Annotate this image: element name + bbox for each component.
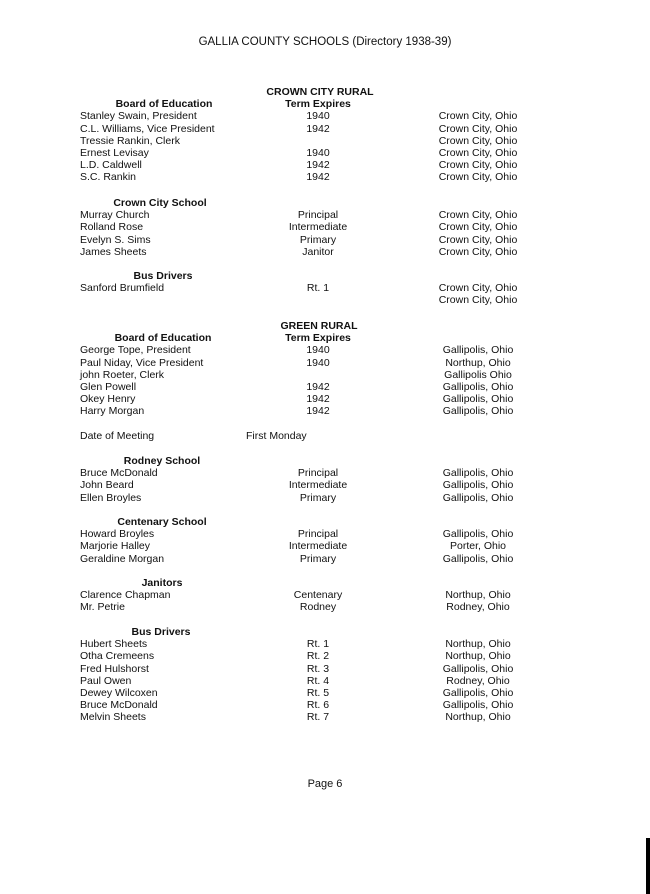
staff-role: Principal (297, 467, 339, 480)
member-name: S.C. Rankin (80, 171, 137, 184)
term-year: 1940 (306, 356, 330, 369)
staff-name: Bruce McDonald (80, 467, 158, 480)
table-row (0, 294, 650, 306)
bus-drivers-heading: Bus Drivers (133, 270, 193, 282)
staff-name: Murray Church (80, 209, 150, 222)
table-row (0, 467, 650, 479)
rodney-school-section (0, 455, 650, 504)
table-row (0, 492, 650, 504)
janitors-heading: Janitors (141, 577, 183, 589)
route: Rt. 5 (306, 686, 330, 699)
member-name: Ernest Levisay (80, 146, 149, 159)
table-row (0, 553, 650, 565)
term-year: 1942 (306, 393, 330, 406)
janitor-name: Clarence Chapman (80, 589, 171, 602)
driver-name: Bruce McDonald (80, 699, 158, 712)
staff-role: Janitor (302, 245, 334, 258)
table-row (0, 234, 650, 246)
meeting-section (0, 430, 650, 442)
janitor-name: Mr. Petrie (80, 601, 125, 614)
driver-name: Otha Cremeens (80, 650, 155, 663)
city: Northup, Ohio (445, 589, 511, 602)
city: Gallipolis, Ohio (442, 405, 514, 418)
city: Gallipolis, Ohio (442, 662, 514, 675)
city: Gallipolis, Ohio (442, 344, 514, 357)
table-row (0, 221, 650, 233)
driver-name: Dewey Wilcoxen (80, 686, 158, 699)
term-year: 1942 (306, 159, 330, 172)
janitor-school: Rodney (299, 601, 337, 614)
table-row (0, 528, 650, 540)
driver-name: Hubert Sheets (80, 638, 148, 651)
city: Crown City, Ohio (438, 294, 518, 307)
city: Rodney, Ohio (446, 674, 510, 687)
table-row (0, 246, 650, 258)
table-row (0, 344, 650, 356)
table-row (0, 369, 650, 381)
member-name: George Tope, President (80, 344, 191, 357)
city: Crown City, Ohio (438, 122, 518, 135)
table-row (0, 282, 650, 294)
city: Gallipolis, Ohio (442, 699, 514, 712)
staff-name: Evelyn S. Sims (80, 233, 151, 246)
staff-role: Intermediate (288, 479, 348, 492)
term-expires-heading: Term Expires (285, 332, 351, 345)
janitor-school: Centenary (293, 589, 343, 602)
city: Gallipolis, Ohio (442, 491, 514, 504)
city: Crown City, Ohio (438, 134, 518, 147)
table-row (0, 479, 650, 491)
driver-name: Paul Owen (80, 674, 132, 687)
board-heading: Board of Education (115, 98, 213, 111)
term-year: 1942 (306, 380, 330, 393)
city: Crown City, Ohio (438, 233, 518, 246)
city: Gallipolis, Ohio (442, 552, 514, 565)
city: Crown City, Ohio (438, 146, 518, 159)
member-name: john Roeter, Clerk (80, 368, 165, 381)
bus-drivers-heading: Bus Drivers (131, 626, 191, 638)
crown-city-bus-section (0, 270, 650, 307)
green-bus-section (0, 626, 650, 724)
table-row (0, 638, 650, 650)
table-row (0, 687, 650, 699)
city: Gallipolis, Ohio (442, 467, 514, 480)
route: Rt. 7 (306, 711, 330, 724)
crown-city-board-section (0, 86, 650, 184)
staff-role: Principal (297, 209, 339, 222)
member-name: Tressie Rankin, Clerk (80, 134, 180, 147)
member-name: Stanley Swain, President (80, 110, 197, 123)
meeting-row (0, 430, 650, 442)
member-name: L.D. Caldwell (80, 159, 142, 172)
staff-role: Intermediate (288, 540, 348, 553)
school-heading: Centenary School (117, 516, 207, 528)
table-row (0, 601, 650, 613)
crown-city-school-section (0, 197, 650, 258)
board-heading: Board of Education (114, 332, 212, 345)
table-row (0, 711, 650, 723)
city: Gallipolis, Ohio (442, 380, 514, 393)
route: Rt. 6 (306, 699, 330, 712)
city: Crown City, Ohio (438, 245, 518, 258)
term-year: 1942 (306, 171, 330, 184)
table-row (0, 589, 650, 601)
table-row (0, 381, 650, 393)
term-year: 1942 (306, 405, 330, 418)
green-board-section (0, 320, 650, 418)
table-row (0, 357, 650, 369)
city: Northup, Ohio (445, 638, 511, 651)
table-row (0, 209, 650, 221)
city: Rodney, Ohio (446, 601, 510, 614)
table-row (0, 393, 650, 405)
table-row (0, 147, 650, 159)
member-name: Paul Niday, Vice President (80, 356, 204, 369)
route: Rt. 3 (306, 662, 330, 675)
term-year: 1940 (306, 146, 330, 159)
driver-name: Melvin Sheets (80, 711, 146, 724)
city: Gallipolis, Ohio (442, 528, 514, 541)
scan-edge-mark (646, 838, 650, 894)
staff-name: Marjorie Halley (80, 540, 151, 553)
city: Gallipolis, Ohio (442, 686, 514, 699)
term-year: 1940 (306, 110, 330, 123)
staff-name: John Beard (80, 479, 134, 492)
school-heading: Crown City School (113, 197, 207, 209)
city: Crown City, Ohio (438, 221, 518, 234)
member-name: C.L. Williams, Vice President (80, 122, 215, 135)
city: Crown City, Ohio (438, 209, 518, 222)
staff-role: Primary (299, 552, 337, 565)
meeting-label: Date of Meeting (80, 430, 155, 442)
city: Crown City, Ohio (438, 282, 518, 295)
term-expires-heading: Term Expires (285, 98, 351, 111)
route: Rt. 1 (306, 282, 330, 295)
staff-name: James Sheets (80, 245, 147, 258)
staff-name: Geraldine Morgan (80, 552, 165, 565)
table-row (0, 650, 650, 662)
table-row (0, 405, 650, 417)
city: Northup, Ohio (445, 650, 511, 663)
table-row (0, 663, 650, 675)
member-name: Okey Henry (80, 393, 136, 406)
city: Crown City, Ohio (438, 171, 518, 184)
route: Rt. 4 (306, 674, 330, 687)
city: Gallipolis, Ohio (442, 479, 514, 492)
staff-role: Intermediate (288, 221, 348, 234)
table-row (0, 135, 650, 147)
table-row (0, 110, 650, 122)
route: Rt. 2 (306, 650, 330, 663)
staff-name: Howard Broyles (80, 528, 155, 541)
staff-name: Rolland Rose (80, 221, 144, 234)
city: Northup, Ohio (445, 711, 511, 724)
district-title-green: GREEN RURAL (280, 320, 358, 332)
table-row (0, 159, 650, 171)
page-title: GALLIA COUNTY SCHOOLS (Directory 1938-39) (198, 36, 452, 48)
city: Crown City, Ohio (438, 159, 518, 172)
driver-name: Fred Hulshorst (80, 662, 149, 675)
table-row (0, 171, 650, 183)
term-year: 1940 (306, 344, 330, 357)
table-row (0, 699, 650, 711)
school-heading: Rodney School (123, 455, 201, 467)
member-name: Harry Morgan (80, 405, 145, 418)
centenary-school-section (0, 516, 650, 565)
district-title-crown-city: CROWN CITY RURAL (266, 86, 374, 98)
janitors-section (0, 577, 650, 614)
route: Rt. 1 (306, 638, 330, 651)
table-row (0, 123, 650, 135)
driver-name: Sanford Brumfield (80, 282, 165, 295)
staff-name: Ellen Broyles (80, 491, 142, 504)
city: Gallipolis Ohio (444, 368, 512, 381)
staff-role: Principal (297, 528, 339, 541)
city: Crown City, Ohio (438, 110, 518, 123)
table-row (0, 540, 650, 552)
city: Porter, Ohio (449, 540, 507, 553)
table-row (0, 675, 650, 687)
staff-role: Primary (299, 491, 337, 504)
meeting-value: First Monday (246, 430, 307, 442)
city: Northup, Ohio (445, 356, 511, 369)
page-number: Page 6 (307, 778, 343, 790)
term-year: 1942 (306, 122, 330, 135)
staff-role: Primary (299, 233, 337, 246)
member-name: Glen Powell (80, 380, 137, 393)
city: Gallipolis, Ohio (442, 393, 514, 406)
